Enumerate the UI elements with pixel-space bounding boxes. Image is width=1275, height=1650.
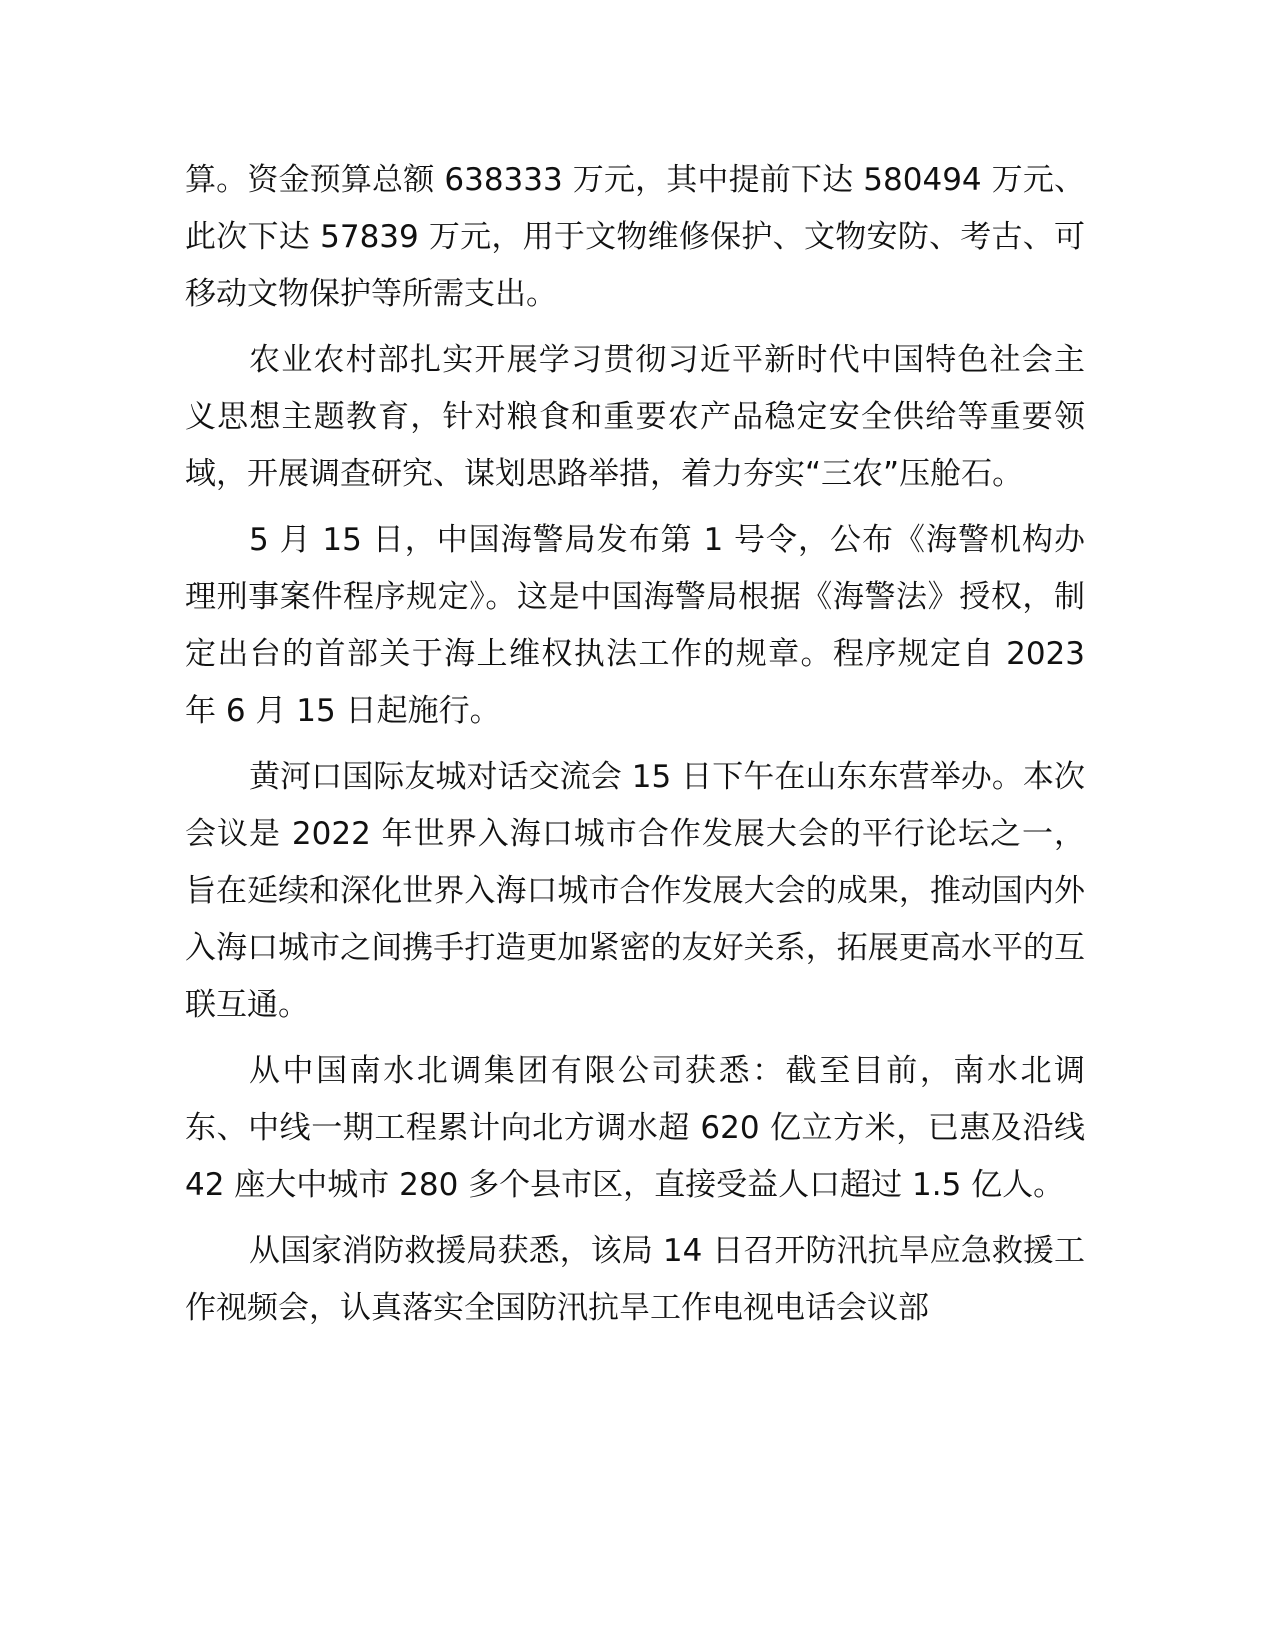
document-body xyxy=(185,152,1085,1346)
paragraph-coast-guard: 5 月 15 日，中国海警局发布第 1 号令，公布《海警机构办理刑事案件程序规定》。这是中国海警局根据《海警法》授权，制定出台的首部关于海上维权执法工作的规章。程序规定自 2023 年 6 月 15 日起施行。 xyxy=(185,522,1085,729)
paragraph-yellow-river: 黄河口国际友城对话交流会 15 日下午在山东东营举办。本次会议是 2022 年世界入海口城市合作发展大会的平行论坛之一，旨在延续和深化世界入海口城市合作发展大会的成果，推动国内外入海口城市之间携手打造更加紧密的友好关系，拓展更高水平的互联互通。 xyxy=(185,759,1085,1023)
paragraph-agriculture: 农业农村部扎实开展学习贯彻习近平新时代中国特色社会主义思想主题教育，针对粮食和重要农产品稳定安全供给等重要领域，开展调查研究、谋划思路举措，着力夯实“三农”压舱石。 xyxy=(185,342,1085,492)
paragraph-fire-rescue: 从国家消防救援局获悉，该局 14 日召开防汛抗旱应急救援工作视频会，认真落实全国防汛抗旱工作电视电话会议部 xyxy=(185,1233,1085,1326)
paragraph-water-diversion: 从中国南水北调集团有限公司获悉：截至目前，南水北调东、中线一期工程累计向北方调水超 620 亿立方米，已惠及沿线 42 座大中城市 280 多个县市区，直接受益人口超过 1.5 亿人。 xyxy=(185,1053,1085,1203)
paragraph-funding: 算。资金预算总额 638333 万元，其中提前下达 580494 万元、此次下达 57839 万元，用于文物维修保护、文物安防、考古、可移动文物保护等所需支出。 xyxy=(185,162,1085,312)
